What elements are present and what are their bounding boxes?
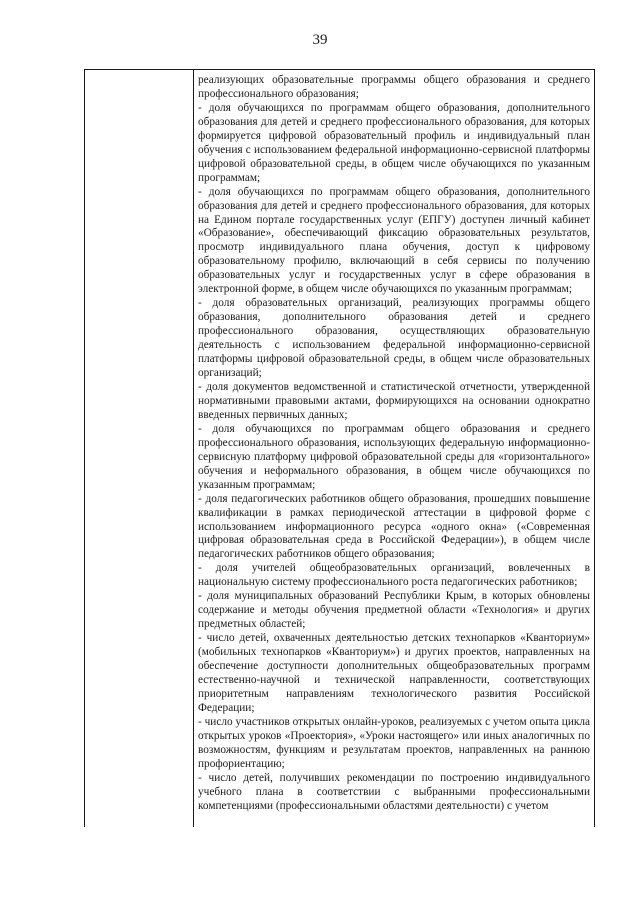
document-table: [84, 69, 595, 827]
text-paragraph: - число детей, охваченных деятельностью детских технопарков «Кванториум» (мобильных технопарков «Кванториум») и других проектов, направленных на обеспечение доступности дополнительных общеобразовательных программ естественно-научной и технической направленности, соответствующих приоритетным направлениям технологического развития Российской Федерации;: [198, 632, 590, 714]
text-paragraph: - число участников открытых онлайн-уроков, реализуемых с учетом опыта цикла открытых уроков «Проектория», «Уроки настоящего» или иных аналогичных по возможностям, функциям и результатам проектов, направленных на раннюю профориентацию;: [198, 715, 590, 770]
text-paragraph: - доля обучающихся по программам общего образования, дополнительного образования для детей и среднего профессионального образования, для которых на Едином портале государственных услуг (ЕПГУ) доступен личный кабинет «Образование», обеспечивающий фиксацию образовательных результатов, просмотр индивидуального плана обучения, доступ к цифровому образовательному профилю, включающий в себя сервисы по получению образовательных услуг и государственных услуг в сфере образования в электронной форме, в общем числе обучающихся по указанным программам;: [198, 185, 590, 296]
table-right-cell: [194, 70, 594, 827]
text-paragraph: - число детей, получивших рекомендации по построению индивидуального учебного плана в соответствии с выбранными профессиональными компетенциями (профессиональными областями деятельности) с учетом: [198, 771, 590, 812]
table-left-cell: [85, 70, 194, 827]
text-paragraph: реализующих образовательные программы общего образования и среднего профессионального образования;: [198, 74, 590, 100]
text-paragraph: - доля образовательных организаций, реализующих программы общего образования, дополнительного образования детей и среднего профессионального образования, осуществляющих образовательную деятельность с использованием федеральной информационно-сервисной платформы цифровой образовательной среды, в общем числе образовательных организаций;: [198, 297, 590, 380]
text-paragraph: - доля документов ведомственной и статистической отчетности, утвержденной нормативными правовыми актами, формирующихся на основании однократно введенных первичных данных;: [198, 380, 590, 421]
text-paragraph: - доля муниципальных образований Республики Крым, в которых обновлены содержание и методы обучения предметной области «Технология» и других предметных областей;: [198, 590, 590, 631]
text-paragraph: - доля учителей общеобразовательных организаций, вовлеченных в национальную систему профессионального роста педагогических работников;: [198, 562, 590, 589]
page-number: 39: [312, 32, 328, 48]
text-paragraph: - доля педагогических работников общего образования, прошедших повышение квалификации в рамках периодической аттестации в цифровой форме с использованием информационного ресурса «одного окна» («Современная цифровая образовательная среда в Российской Федерации»), в общем числе педагогических работников общего образования;: [198, 492, 590, 561]
text-paragraph: - доля обучающихся по программам общего образования и среднего профессионального образования, использующих федеральную информационно-сервисную платформу цифровой образовательной среды для «горизонтального» обучения и неформального образования, в общем числе обучающихся по указанным программам;: [198, 422, 590, 491]
text-paragraph: - доля обучающихся по программам общего образования, дополнительного образования для детей и среднего профессионального образования, для которых формируется цифровой образовательный профиль и индивидуальный план обучения с использованием федеральной информационно-сервисной платформы цифровой образовательной среды, в общем числе обучающихся по указанным программам;: [198, 101, 590, 184]
